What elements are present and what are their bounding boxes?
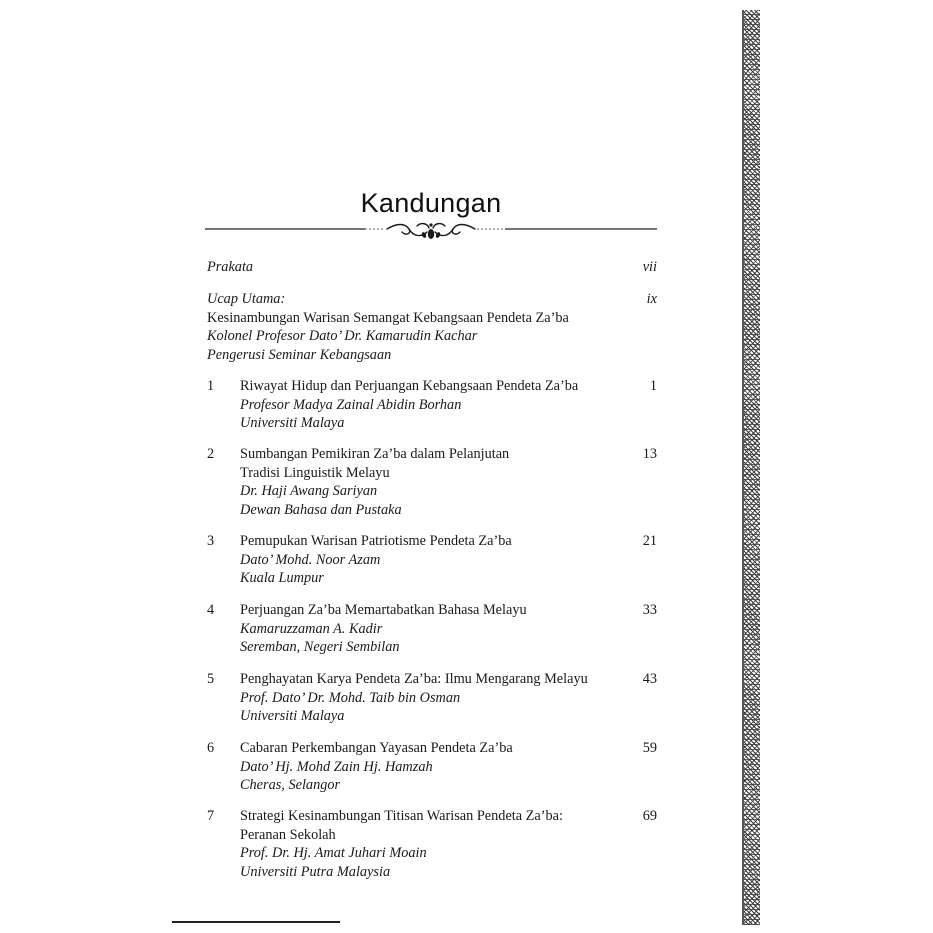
toc-entry-text <box>207 258 627 277</box>
toc-entry-title: Pemupukan Warisan Patriotisme Pendeta Za’ba <box>240 533 512 549</box>
toc-entry-title-continued: Tradisi Linguistik Melayu <box>240 464 390 481</box>
toc-entry-affiliation: Universiti Malaya <box>240 415 345 431</box>
toc-entry-text <box>240 807 630 881</box>
toc-page-number: 59 <box>642 740 657 756</box>
toc-chapter-number: 3 <box>207 533 215 549</box>
toc-entry-text <box>240 670 630 726</box>
toc-page-number: ix <box>646 291 657 307</box>
page-title: Kandungan <box>360 188 502 218</box>
bottom-rule <box>172 921 340 923</box>
title-ornament-divider <box>205 220 657 244</box>
toc-entry-author: Prof. Dato’ Dr. Mohd. Taib bin Osman <box>240 689 461 706</box>
toc-chapter-number: 5 <box>207 671 215 687</box>
toc-entry-author: Dato’ Hj. Mohd Zain Hj. Hamzah <box>240 758 433 775</box>
toc-chapter-number: 7 <box>207 808 215 824</box>
toc-entry-title: Kesinambungan Warisan Semangat Kebangsaan Pendeta Za’ba <box>207 309 569 326</box>
toc-entry-affiliation: Cheras, Selangor <box>240 777 341 793</box>
toc-entry-title: Perjuangan Za’ba Memartabatkan Bahasa Melayu <box>240 602 527 618</box>
toc-page-number: 1 <box>649 378 657 394</box>
toc-entry-title: Riwayat Hidup dan Perjuangan Kebangsaan Pendeta Za’ba <box>240 378 579 394</box>
toc-entry-text <box>207 290 627 364</box>
toc-entry-affiliation: Pengerusi Seminar Kebangsaan <box>207 346 392 363</box>
toc-entry-text <box>240 377 630 433</box>
toc-chapter-number: 1 <box>207 378 215 394</box>
toc-entry-text <box>240 739 630 795</box>
toc-entry-title: Penghayatan Karya Pendeta Za’ba: Ilmu Mengarang Melayu <box>240 671 588 687</box>
toc-entry-author: Profesor Madya Zainal Abidin Borhan <box>240 396 462 413</box>
toc-chapter-number: 4 <box>207 602 215 618</box>
toc-entry-title: Sumbangan Pemikiran Za’ba dalam Pelanjutan <box>240 446 510 462</box>
toc-entry-author: Kamaruzzaman A. Kadir <box>240 620 383 637</box>
toc-entry-title-continued: Peranan Sekolah <box>240 826 336 843</box>
toc-entry-affiliation: Universiti Putra Malaysia <box>240 863 391 880</box>
toc-page-number: 21 <box>642 533 657 549</box>
toc-entry-text <box>240 445 630 519</box>
toc-entry-author: Dr. Haji Awang Sariyan <box>240 483 378 499</box>
toc-page-number: vii <box>642 259 657 275</box>
toc-entry-text <box>240 601 630 657</box>
toc-entry-affiliation: Seremban, Negeri Sembilan <box>240 639 400 655</box>
toc-page-number: 33 <box>642 602 657 618</box>
flourish-ornament-icon <box>205 220 657 244</box>
toc-entry-author: Kolonel Profesor Dato’ Dr. Kamarudin Kachar <box>207 328 478 344</box>
toc-entry-title: Prakata <box>207 259 254 275</box>
toc-entry-label: Ucap Utama: <box>207 291 286 307</box>
toc-entry-title: Strategi Kesinambungan Titisan Warisan Pendeta Za’ba: <box>240 808 563 824</box>
toc-entry-author: Dato’ Mohd. Noor Azam <box>240 551 381 568</box>
toc-page-number: 69 <box>642 808 657 824</box>
toc-entry-affiliation: Universiti Malaya <box>240 708 345 724</box>
toc-page-number: 13 <box>642 446 657 462</box>
toc-chapter-number: 2 <box>207 446 215 462</box>
page-binding-texture <box>744 10 760 925</box>
toc-entry-text <box>240 532 630 588</box>
toc-entry-author: Prof. Dr. Hj. Amat Juhari Moain <box>240 845 427 861</box>
toc-entry-affiliation: Dewan Bahasa dan Pustaka <box>240 501 402 518</box>
toc-chapter-number: 6 <box>207 740 215 756</box>
toc-page-number: 43 <box>642 671 657 687</box>
toc-entry-title: Cabaran Perkembangan Yayasan Pendeta Za’ba <box>240 740 513 756</box>
toc-entry-affiliation: Kuala Lumpur <box>240 570 324 586</box>
